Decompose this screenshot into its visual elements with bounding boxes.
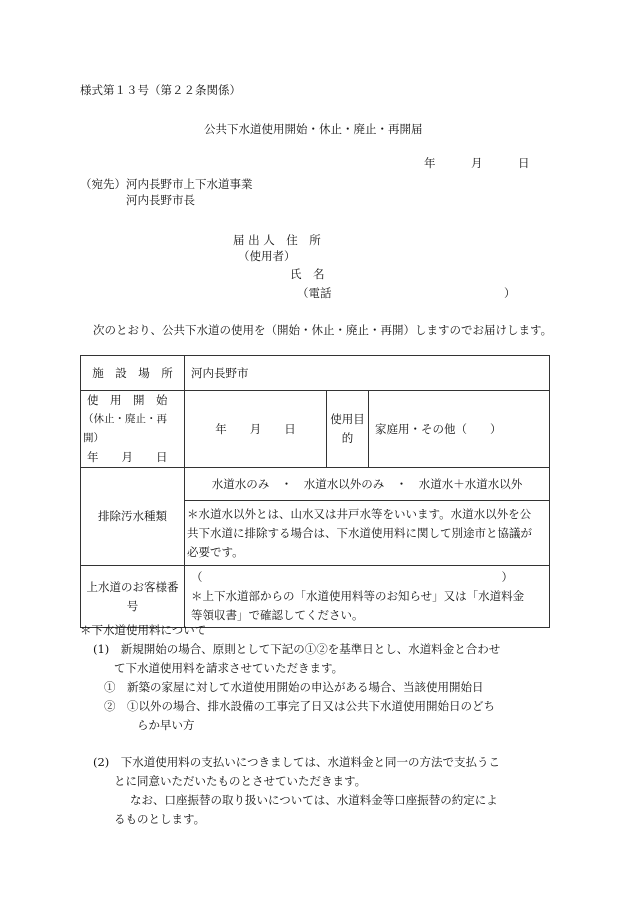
fees-p1-item-b-line-2: らか早い方: [137, 718, 195, 732]
date-day-label: 日: [518, 156, 530, 170]
customer-paren-close: ）: [501, 570, 513, 584]
customer-number-input[interactable]: [191, 568, 543, 587]
facility-row: [81, 356, 550, 391]
start-label-line-3: 年 月 日: [87, 450, 168, 464]
fees-heading: ＊下水道使用料について: [80, 623, 207, 637]
customer-paren-open: （: [191, 570, 203, 584]
form-number: 様式第１３号（第２２条関係）: [80, 83, 241, 97]
sewage-note-line-3: 必要です。: [187, 544, 244, 559]
applicant-name-label: 氏 名: [290, 267, 325, 281]
fees-p2-line-1: (2) 下水道使用料の支払いにつきましては、水道料金と同一の方法で支払うこ: [93, 755, 501, 769]
facility-value[interactable]: 河内長野市: [185, 356, 550, 391]
addressee-line-1: 河内長野市上下水道事業: [126, 177, 253, 191]
facility-label: 施 設 場 所: [81, 356, 185, 391]
sewage-options[interactable]: 水道水のみ ・ 水道水以外のみ ・ 水道水＋水道水以外: [185, 468, 550, 501]
fees-p2-line-3: なお、口座振替の取り扱いについては、水道料金等口座振替の約定によ: [130, 793, 498, 807]
fees-p2-line-2: とに同意いただいたものとさせていただきます。: [114, 774, 367, 788]
start-date-field[interactable]: 年 月 日: [185, 391, 327, 468]
intro-text: 次のとおり、公共下水道の使用を（開始・休止・廃止・再開）しますのでお届けします。: [93, 323, 553, 337]
date-year-label: 年: [424, 156, 436, 170]
customer-label: 上水道のお客様番号: [81, 566, 185, 628]
customer-row: [81, 566, 550, 628]
sewage-note: [185, 501, 550, 566]
fees-p2-line-4: るものとします。: [114, 812, 206, 826]
purpose-value[interactable]: 家庭用・その他（ ）: [369, 391, 550, 468]
applicant-phone-close: ）: [504, 286, 516, 300]
applicant-address-label: 届 出 人 住 所: [233, 233, 321, 247]
form-title: 公共下水道使用開始・休止・廃止・再開届: [204, 122, 423, 136]
fees-p1-item-a: ① 新築の家屋に対して水道使用開始の申込がある場合、当該使用開始日: [104, 680, 484, 694]
sewage-options-row: [81, 468, 550, 501]
start-label-line-1: 使 用 開 始: [87, 393, 168, 407]
start-label-line-2: （休止・廃止・再開）: [83, 413, 167, 444]
customer-field[interactable]: [185, 566, 550, 628]
sewage-label: 排除汚水種類: [81, 468, 185, 566]
purpose-label: 使用目的: [327, 391, 369, 468]
start-row: [81, 391, 550, 468]
sewage-note-line-2: 共下水道に排除する場合は、下水道使用料に関して別途市と協議が: [187, 525, 532, 540]
sewage-note-line-1: ＊水道水以外とは、山水又は井戸水等をいいます。水道水以外を公: [187, 506, 532, 521]
start-label: [81, 391, 185, 468]
addressee-line-2: 河内長野市長: [126, 193, 195, 207]
fees-p1-line-1: (1) 新規開始の場合、原則として下記の①②を基準日とし、水道料金と合わせ: [93, 642, 501, 656]
fees-p1-line-2: て下水道使用料を請求させていただきます。: [114, 661, 344, 675]
addressee-prefix: （宛先）: [80, 177, 126, 191]
customer-note-line-2: 等領収書」で確認してください。: [191, 608, 364, 622]
fees-p1-item-b-line-1: ② ①以外の場合、排水設備の工事完了日又は公共下水道使用開始日のどち: [104, 699, 495, 713]
applicant-user-label: （使用者）: [238, 249, 296, 263]
customer-note-line-1: ＊上下水道部からの「水道使用料等のお知らせ」又は「水道料金: [191, 589, 525, 603]
date-month-label: 月: [471, 156, 483, 170]
application-form-table: [80, 355, 550, 628]
applicant-phone-open: （電話: [297, 286, 332, 300]
